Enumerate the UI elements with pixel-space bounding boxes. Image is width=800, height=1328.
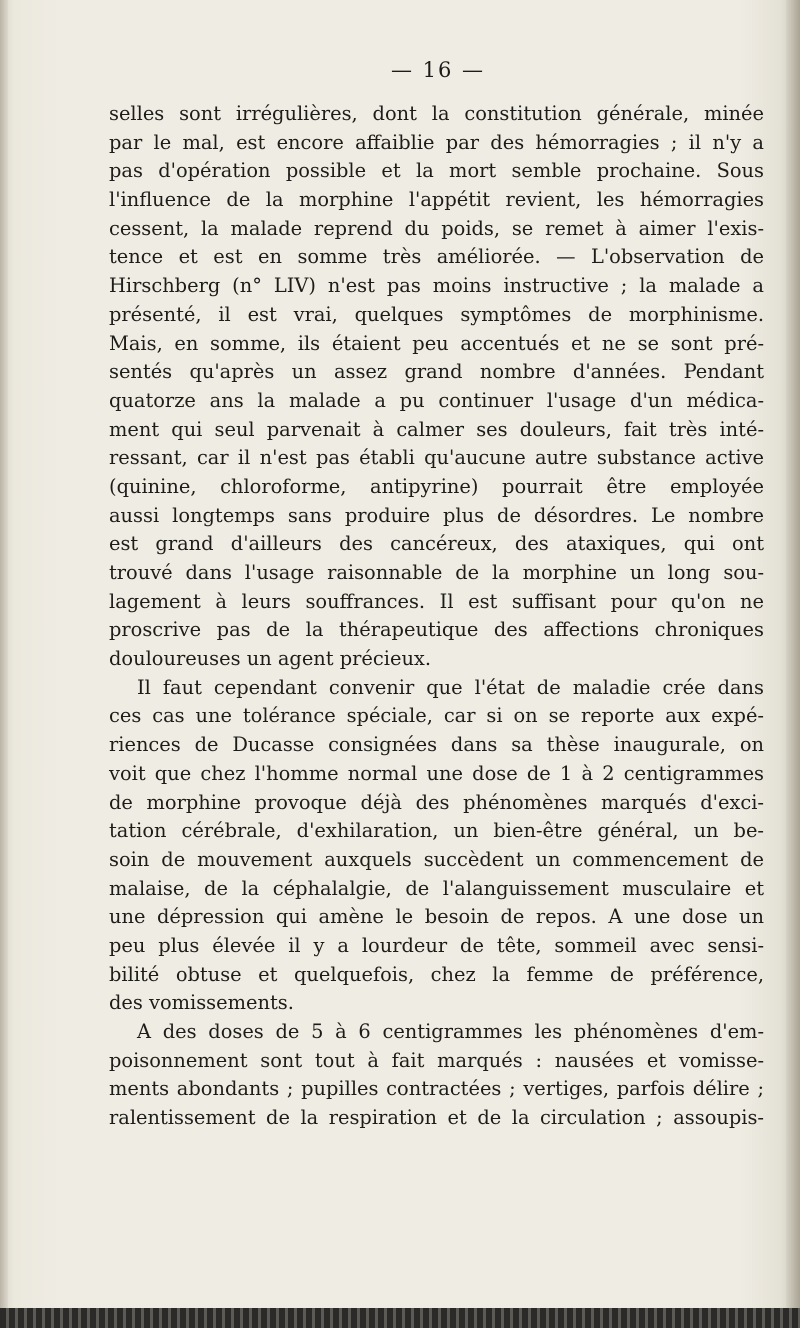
text-line: ment qui seul parvenait à calmer ses douleurs, fait très inté- (109, 417, 764, 441)
text-line: de morphine provoque déjà des phénomènes marqués d'exci- (109, 790, 764, 814)
text-line: Hirschberg (n° LIV) n'est pas moins instructive ; la malade a (109, 274, 764, 298)
text-line: présenté, il est vrai, quelques symptômes de morphinisme. (109, 302, 764, 326)
text-line: des vomissements. (109, 991, 294, 1015)
page-number: — 16 — (390, 58, 486, 82)
text-line: bilité obtuse et quelquefois, chez la femme de préférence, (109, 962, 764, 986)
text-line: ressant, car il n'est pas établi qu'aucune autre substance active (109, 446, 764, 470)
text-line: une dépression qui amène le besoin de repos. A une dose un (109, 905, 764, 929)
text-line: pas d'opération possible et la mort semble prochaine. Sous (109, 159, 764, 183)
text-line: aussi longtemps sans produire plus de désordres. Le nombre (109, 503, 764, 527)
page-right-edge-shadow (786, 0, 800, 1328)
text-line: l'influence de la morphine l'appétit revient, les hémorragies (109, 188, 764, 212)
text-line: voit que chez l'homme normal une dose de 1 à 2 centigrammes (109, 761, 764, 785)
text-line: peu plus élevée il y a lourdeur de tête, sommeil avec sensi- (109, 933, 764, 957)
text-line: riences de Ducasse consignées dans sa thèse inaugurale, on (109, 733, 764, 757)
text-line: est grand d'ailleurs des cancéreux, des ataxiques, qui ont (109, 532, 764, 556)
text-line: Mais, en somme, ils étaient peu accentués et ne se sont pré- (109, 331, 764, 355)
text-line: malaise, de la céphalalgie, de l'alanguissement musculaire et (109, 876, 764, 900)
text-line: tation cérébrale, d'exhilaration, un bien-être général, un be- (109, 819, 764, 843)
page-left-edge-shadow (0, 0, 8, 1328)
body-text (109, 100, 764, 1133)
text-line: ments abondants ; pupilles contractées ; vertiges, parfois délire ; (109, 1077, 764, 1101)
text-line: proscrive pas de la thérapeutique des affections chroniques (109, 618, 764, 642)
text-line: cessent, la malade reprend du poids, se remet à aimer l'exis- (109, 216, 764, 240)
text-line: Il faut cependant convenir que l'état de maladie crée dans (137, 675, 764, 699)
text-line: selles sont irrégulières, dont la constitution générale, minée (109, 102, 764, 125)
text-line: A des doses de 5 à 6 centigrammes les phénomènes d'em- (137, 1020, 764, 1043)
text-line: soin de mouvement auxquels succèdent un commencement de (109, 847, 764, 871)
text-line: poisonnement sont tout à fait marqués : nausées et vomisse- (109, 1048, 764, 1072)
scan-bottom-border (0, 1308, 800, 1328)
text-line: (quinine, chloroforme, antipyrine) pourrait être employée (109, 474, 764, 498)
text-line: lagement à leurs souffrances. Il est suffisant pour qu'on ne (109, 589, 764, 613)
text-line: quatorze ans la malade a pu continuer l'usage d'un médica- (109, 388, 764, 412)
text-line: sentés qu'après un assez grand nombre d'années. Pendant (109, 360, 764, 384)
text-line: ces cas une tolérance spéciale, car si on se reporte aux expé- (109, 704, 764, 728)
text-line: douloureuses un agent précieux. (109, 647, 432, 671)
text-line: par le mal, est encore affaiblie par des hémorragies ; il n'y a (109, 130, 764, 154)
text-line: trouvé dans l'usage raisonnable de la morphine un long sou- (109, 561, 764, 584)
text-line: tence et est en somme très améliorée. — L'observation de (109, 245, 764, 269)
text-line: ralentissement de la respiration et de la circulation ; assoupis- (109, 1106, 764, 1130)
